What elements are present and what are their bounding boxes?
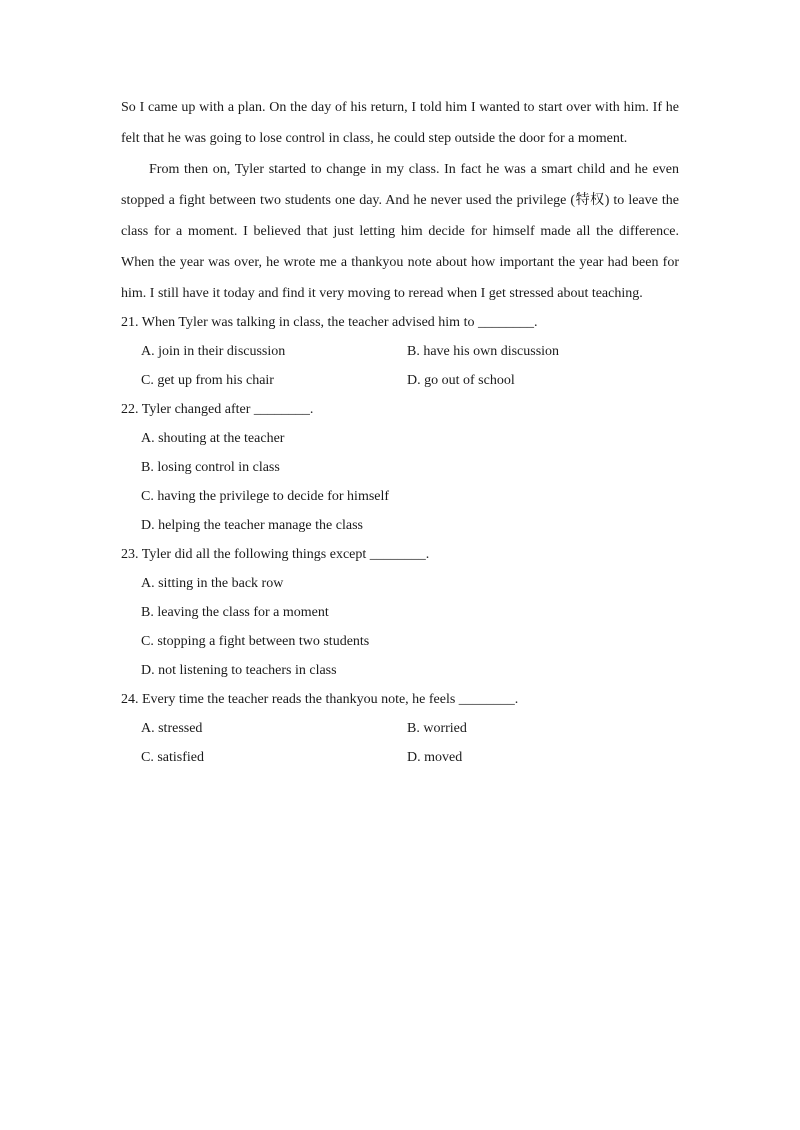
reading-passage xyxy=(121,92,679,309)
question-stem: 21. When Tyler was talking in class, the teacher advised him to ________. xyxy=(121,315,538,330)
option-row xyxy=(121,714,681,743)
option-c: C. get up from his chair xyxy=(141,373,274,388)
option-a: A. sitting in the back row xyxy=(141,576,284,591)
option-d: D. helping the teacher manage the class xyxy=(141,518,363,533)
option-b: B. have his own discussion xyxy=(407,344,560,359)
option-d: D. go out of school xyxy=(407,373,515,388)
option-row xyxy=(121,337,681,366)
option-a: A. join in their discussion xyxy=(141,344,286,359)
option-b: B. worried xyxy=(407,721,467,736)
question-22 xyxy=(121,395,681,540)
option-b: B. leaving the class for a moment xyxy=(141,605,329,620)
option-d: D. not listening to teachers in class xyxy=(141,663,337,678)
option-c: C. satisfied xyxy=(141,750,204,765)
option-c: C. stopping a fight between two students xyxy=(141,634,370,649)
question-21 xyxy=(121,308,681,395)
question-list xyxy=(121,308,681,772)
option-row xyxy=(121,743,681,772)
option-row xyxy=(121,366,681,395)
option-a: A. shouting at the teacher xyxy=(141,431,285,446)
passage-paragraph: From then on, Tyler started to change in my class. In fact he was a smart child and he even stopped a fight between two students one day. And he never used the privilege (特权) to leave the class for a moment. I believed that just letting him decide for himself made all the difference. When the year was over, he wrote me a thankyou note about how important the year had been for him. I still have it today and find it very moving to reread when I get stressed about teaching. xyxy=(121,162,679,301)
passage-paragraph: So I came up with a plan. On the day of his return, I told him I wanted to start over with him. If he felt that he was going to lose control in class, he could step outside the door for a moment. xyxy=(121,100,679,146)
option-c: C. having the privilege to decide for himself xyxy=(141,489,390,504)
option-b: B. losing control in class xyxy=(141,460,280,475)
question-stem: 22. Tyler changed after ________. xyxy=(121,402,314,417)
question-24 xyxy=(121,685,681,772)
question-23 xyxy=(121,540,681,685)
option-a: A. stressed xyxy=(141,721,203,736)
option-d: D. moved xyxy=(407,750,463,765)
question-stem: 23. Tyler did all the following things except ________. xyxy=(121,547,430,562)
question-stem: 24. Every time the teacher reads the thankyou note, he feels ________. xyxy=(121,692,519,707)
